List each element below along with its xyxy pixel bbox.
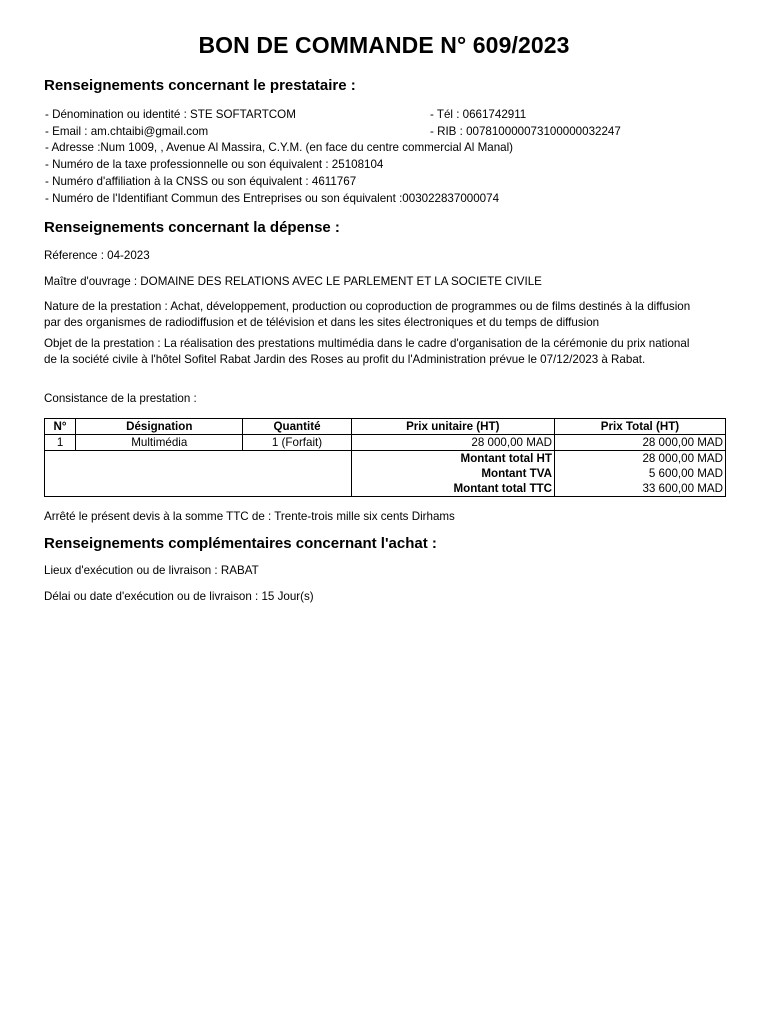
header-quantite: Quantité <box>243 419 351 435</box>
total-ttc-value: 33 600,00 MAD <box>554 481 725 497</box>
header-prix-total: Prix Total (HT) <box>554 419 725 435</box>
email-line: - Email : am.chtaibi@gmail.com <box>45 125 209 138</box>
denomination-line: - Dénomination ou identité : STE SOFTARTCOM <box>45 108 296 121</box>
taxe-line: - Numéro de la taxe professionnelle ou son équivalent : 25108104 <box>45 158 384 171</box>
document-title: BON DE COMMANDE N° 609/2023 <box>198 32 570 58</box>
row-designation: Multimédia <box>76 435 243 451</box>
row-quantite: 1 (Forfait) <box>243 435 351 451</box>
items-table <box>44 418 726 497</box>
reference-line: Réference : 04-2023 <box>44 249 150 262</box>
adresse-line: - Adresse :Num 1009, , Avenue Al Massira, C.Y.M. (en face du centre commercial Al Manal) <box>45 141 514 154</box>
objet-paragraph: Objet de la prestation : La réalisation des prestations multimédia dans le cadre d'organisation de la cérémonie du prix national de la société civile à l'hôtel Sofitel Rabat Jardin des Roses au profit du l'Administration prévue le 07/12/2023 à Rabat. <box>44 337 690 366</box>
total-tva-label: Montant TVA <box>351 466 554 481</box>
lieux-line: Lieux d'exécution ou de livraison : RABAT <box>44 564 259 577</box>
row-prix-total: 28 000,00 MAD <box>554 435 725 451</box>
table-header-row <box>45 419 726 435</box>
header-num: N° <box>45 419 76 435</box>
consistance-line: Consistance de la prestation : <box>44 392 197 405</box>
ice-line: - Numéro de l'Identifiant Commun des Entreprises ou son équivalent :003022837000074 <box>45 192 500 205</box>
total-ttc-row <box>45 481 726 497</box>
rib-line: - RIB : 007810000073100000032247 <box>430 125 621 138</box>
header-prix-unitaire: Prix unitaire (HT) <box>351 419 554 435</box>
tel-line: - Tél : 0661742911 <box>430 108 527 121</box>
row-num: 1 <box>45 435 76 451</box>
delai-line: Délai ou date d'exécution ou de livraison : 15 Jour(s) <box>44 590 314 603</box>
complementaires-heading: Renseignements complémentaires concernant l'achat : <box>44 535 437 552</box>
total-ht-label: Montant total HT <box>351 451 554 467</box>
table-row <box>45 435 726 451</box>
row-prix-unitaire: 28 000,00 MAD <box>351 435 554 451</box>
total-tva-value: 5 600,00 MAD <box>554 466 725 481</box>
total-ht-value: 28 000,00 MAD <box>554 451 725 467</box>
prestataire-heading: Renseignements concernant le prestataire : <box>44 77 356 94</box>
total-tva-row <box>45 466 726 481</box>
total-ttc-label: Montant total TTC <box>351 481 554 497</box>
cnss-line: - Numéro d'affiliation à la CNSS ou son équivalent : 4611767 <box>45 175 357 188</box>
header-designation: Désignation <box>76 419 243 435</box>
total-ht-row <box>45 451 726 467</box>
maitre-ouvrage-line: Maître d'ouvrage : DOMAINE DES RELATIONS AVEC LE PARLEMENT ET LA SOCIETE CIVILE <box>44 275 542 288</box>
arrete-line: Arrêté le présent devis à la somme TTC de : Trente-trois mille six cents Dirhams <box>44 510 455 523</box>
depense-heading: Renseignements concernant la dépense : <box>44 219 340 236</box>
nature-paragraph: Nature de la prestation : Achat, développement, production ou coproduction de programmes ou de films destinés à la diffusion par des organismes de radiodiffusion et de télévision et dans les sites électroniques et du temps de diffusion <box>44 300 691 329</box>
